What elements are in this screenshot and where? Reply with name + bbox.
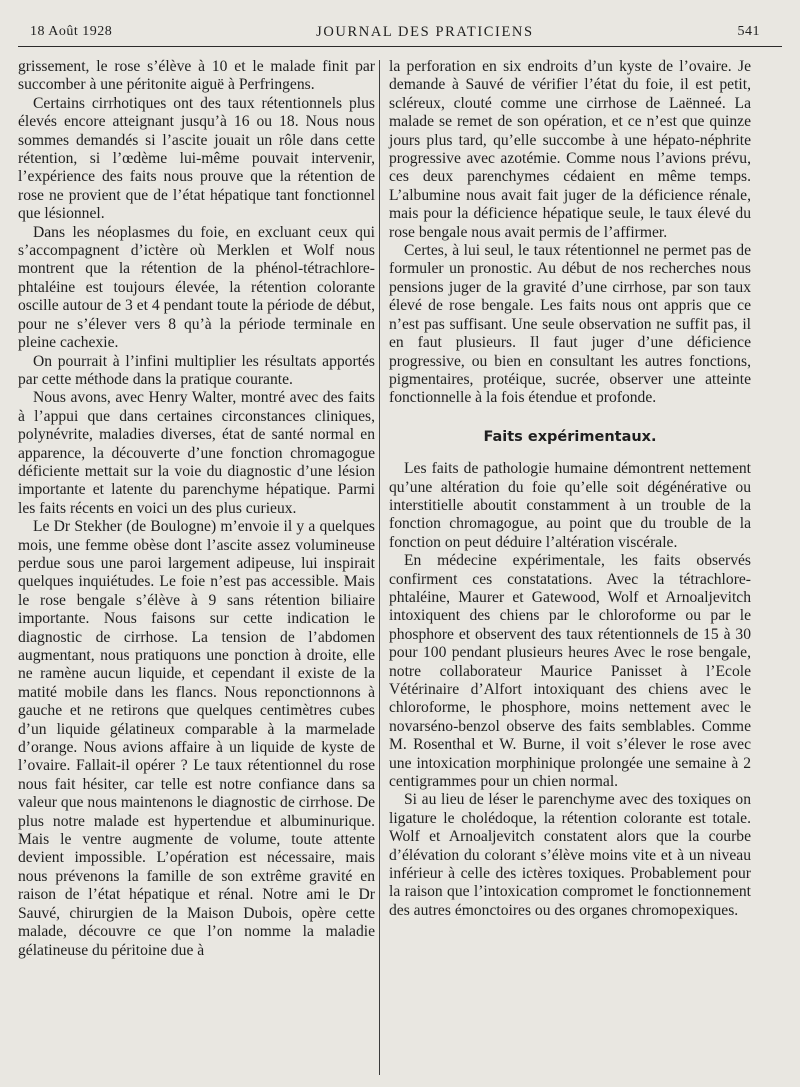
paragraph: la perforation en six endroits d’un kyste de l’ovaire. Je demande à Sauvé de vérifier l’état du foie, il est petit, scléreux, clouté comme une cirrhose de Laënneé. La malade se remet de son opération, et ce n’est que quinze jours plus tard, qu’elle succombe à une hépato-néphrite progressive avec azotémie. Comme nous l’avions prévu, ces deux parenchymes cédaient en même temps. L’albumine nous avait fait juger de la déficience rénale, mais pour la déficience hépatique seule, le taux élevé du rose bengale nous avait permis de l’affirmer. <box>389 58 751 241</box>
paragraph: Dans les néoplasmes du foie, en excluant ceux qui s’accompagnent d’ictère où Merklen et Wolf nous montrent que la rétention de la phénol-tétrachlore-phtaléine est toujours élevée, la rétention colorante oscille autour de 3 et 4 pendant toute la période de début, pour ne s’élever vers 8 qu’à la période terminale en pleine cachexie. <box>18 223 375 352</box>
left-column <box>18 58 375 960</box>
paragraph: Les faits de pathologie humaine démontrent nettement qu’une altération du foie qu’elle soit dégénérative ou interstitielle aboutit constamment à un trouble de la fonction chromagogue, au point que du trouble de la fonction on peut déduire l’altération viscérale. <box>389 460 751 551</box>
paragraph: Le Dr Stekher (de Boulogne) m’envoie il y a quelques mois, une femme obèse dont l’ascite assez volumineuse perdue sous une paroi largement adipeuse, lui inspirait quelques inquiétudes. Le foie n’est pas accessible. Mais le rose bengale s’élève à 9 sans rétention biliaire importante. Nous faisons sur cette indication le diagnostic de cirrhose. La tension de l’abdomen augmentant, nous pratiquons une ponction à droite, elle ne ramène aucun liquide, et cependant il existe de la matité mobile dans les flancs. Nous reponctionnons à gauche et ne retirons que quelques centimètres cubes d’un liquide gélatineux comparable à la marmelade d’orange. Nous avions affaire à un liquide de kyste de l’ovaire. Fallait-il opérer ? Le taux rétentionnel du rose nous fait hésiter, car telle est notre confiance dans sa valeur que nous maintenons le diagnostic de cirrhose. De plus notre malade est hypertendue et albuminurique. Mais le ventre augmente de volume, toute attente devient impossible. L’opération est nécessaire, mais nous prévenons la famille de son extrême gravité en raison de l’état hépatique et rénal. Notre ami le Dr Sauvé, chirurgien de la Maison Dubois, opère cette malade, découvre ce que l’on nomme la maladie gélatineuse du péritoine due à <box>18 518 375 959</box>
paragraph: Nous avons, avec Henry Walter, montré avec des faits à l’appui que dans certaines circonstances cliniques, polynévrite, maladies diverses, état de santé normal en apparence, la découverte d’une fonction chromagogue déficiente mettait sur la voie du diagnostic d’une lésion importante et latente du parenchyme hépatique. Parmi les faits récents en voici un des plus curieux. <box>18 389 375 517</box>
paragraph: On pourrait à l’infini multiplier les résultats apportés par cette méthode dans la pratique courante. <box>18 352 375 388</box>
header-date: 18 Août 1928 <box>30 24 113 39</box>
paragraph: grissement, le rose s’élève à 10 et le malade finit par succomber à une péritonite aiguë à Perfringens. <box>18 58 375 94</box>
paragraph: Certains cirrhotiques ont des taux rétentionnels plus élevés encore atteignant jusqu’à 16 ou 18. Nous nous sommes demandés si l’ascite jouait un rôle dans cette rétention, si l’œdème lui-même pouvait intervenir, l’expérience des faits nous prouve que la rétention de rose ne provient que de l’état hépatique tant fonctionnel que lésionnel. <box>18 94 375 223</box>
header-journal-title: JOURNAL DES PRATICIENS <box>316 23 534 40</box>
header-rule <box>18 46 782 47</box>
column-divider <box>379 60 380 1075</box>
right-column <box>389 58 751 920</box>
page-header <box>30 20 760 44</box>
header-page-number: 541 <box>737 24 760 39</box>
section-heading: Faits expérimentaux. <box>483 428 657 445</box>
paragraph: En médecine expérimentale, les faits observés confirment ces constatations. Avec la tétrachlore-phtaléine, Maurer et Gatewood, Wolf et Arnoaljevitch intoxiquent des chiens par le chloroforme ou par le phosphore et observent des taux rétentionnels de 15 à 30 pour 100 pendant plusieurs heures Avec le rose bengale, notre collaborateur Maurice Panisset à l’Ecole Vétérinaire d’Alfort intoxiquant des chiens avec le chloroforme, le phosphore, moins nettement avec le novarséno-benzol observe des faits semblables. Comme M. Rosenthal et W. Burne, il voit s’élever le rose avec une intoxication morphinique prolongée une semaine à 2 centigrammes pour un chien normal. <box>389 552 751 791</box>
paragraph: Si au lieu de léser le parenchyme avec des toxiques on ligature le cholédoque, la rétention colorante est totale. Wolf et Arnoaljevitch constatent alors que la courbe d’élévation du colorant s’élève moins vite et à un niveau inférieur à celle des ictères toxiques. Probablement pour la raison que l’intoxication compromet le fonctionnement des autres émonctoires ou des organes chromopexiques. <box>389 791 751 919</box>
paragraph: Certes, à lui seul, le taux rétentionnel ne permet pas de formuler un pronostic. Au début de nos recherches nous pensions juger de la gravité d’une cirrhose, par son taux élevé de rose bengale. Les faits nous ont appris que ce n’est pas suffisant. Une seule observation ne suffit pas, il en faut plusieurs. Il faut juger d’une déficience progressive, ou bien en consultant les autres fonctions, pigmentaires, protéique, sucrée, observer une atteinte fonctionnelle à la fois étendue et profonde. <box>389 242 751 407</box>
